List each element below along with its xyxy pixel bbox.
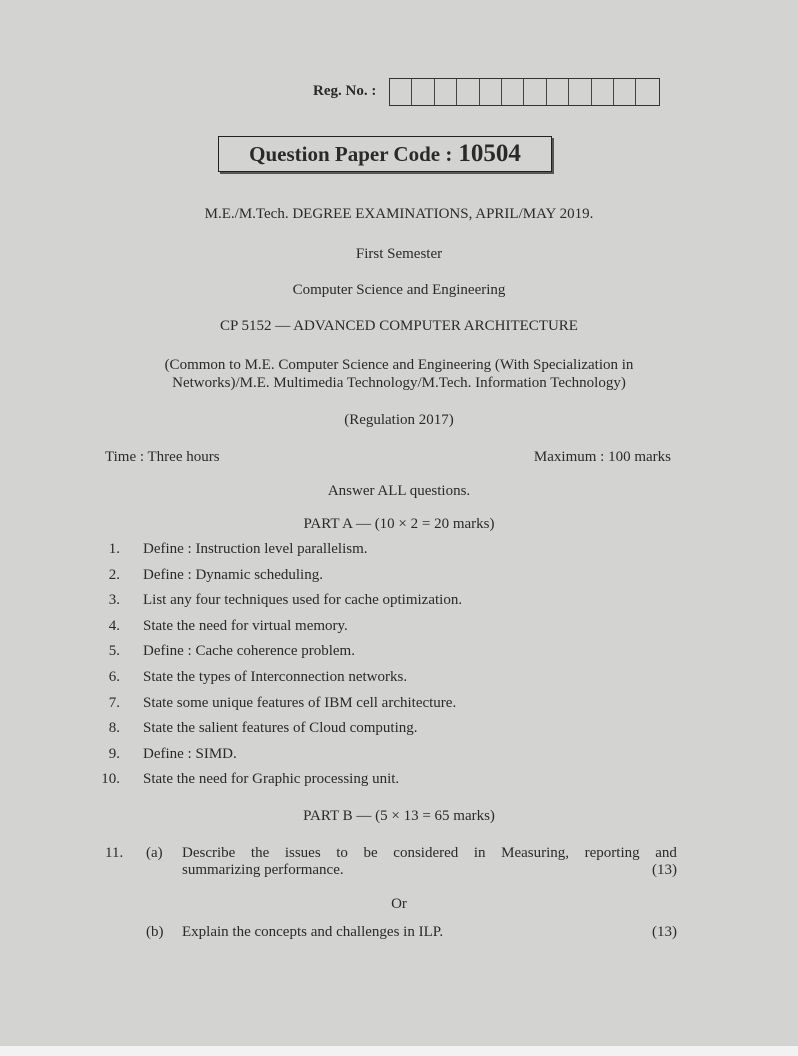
- question-text: State the need for Graphic processing unit.: [143, 771, 400, 788]
- question-text: Define : Instruction level parallelism.: [143, 541, 368, 557]
- common-to-line-1: (Common to M.E. Computer Science and Engineering (With Specialization in: [164, 357, 634, 373]
- scan-bottom-edge: [0, 1046, 798, 1056]
- maximum-marks: Maximum : 100 marks: [533, 449, 671, 465]
- course-title: CP 5152 — ADVANCED COMPUTER ARCHITECTURE: [220, 318, 578, 334]
- part-b-heading: PART B — (5 × 13 = 65 marks): [303, 808, 495, 824]
- question-11b-label: (b): [146, 924, 164, 940]
- question-text: State the need for virtual memory.: [143, 617, 348, 634]
- question-11a-word: be: [363, 845, 378, 861]
- reg-no-box: [592, 79, 614, 105]
- question-11b-marks: (13): [652, 924, 677, 940]
- reg-no-box: [390, 79, 412, 105]
- question-11a-marks: (13): [652, 862, 677, 878]
- reg-no-box: [457, 79, 479, 105]
- exam-title: M.E./M.Tech. DEGREE EXAMINATIONS, APRIL/MAY 2019.: [204, 206, 594, 222]
- question-11a-word: and: [655, 845, 677, 861]
- question-11-number: 11.: [105, 845, 124, 861]
- question-number: 5.: [108, 643, 120, 660]
- question-11a-word: to: [336, 845, 348, 861]
- reg-no-box: [614, 79, 636, 105]
- question-number: 1.: [108, 541, 120, 557]
- question-number: 6.: [108, 669, 120, 685]
- reg-no-box: [569, 79, 591, 105]
- question-number: 7.: [108, 694, 120, 711]
- instructions: Answer ALL questions.: [327, 483, 471, 499]
- reg-no-box: [502, 79, 524, 105]
- question-text: State the salient features of Cloud computing.: [143, 720, 418, 737]
- reg-no-box: [636, 79, 658, 105]
- reg-no-boxes: [389, 78, 660, 106]
- question-11b-text: Explain the concepts and challenges in ILP.: [182, 924, 444, 940]
- reg-no-box: [435, 79, 457, 105]
- question-11a-word: the: [250, 845, 270, 861]
- reg-no-box: [412, 79, 434, 105]
- question-text: List any four techniques used for cache optimization.: [143, 592, 463, 609]
- part-a-heading: PART A — (10 × 2 = 20 marks): [303, 516, 495, 532]
- common-to-line-2: Networks)/M.E. Multimedia Technology/M.Tech. Information Technology): [172, 375, 626, 391]
- reg-no-label: Reg. No. :: [313, 83, 377, 99]
- question-11a-line-1: [182, 845, 677, 862]
- question-11a-word: considered: [393, 845, 459, 861]
- regulation: (Regulation 2017): [344, 412, 454, 428]
- question-text: Define : Cache coherence problem.: [143, 643, 355, 660]
- question-paper-code-label: Question Paper Code :: [249, 141, 453, 166]
- question-number: 3.: [108, 592, 120, 609]
- question-11a-word: reporting: [584, 845, 640, 861]
- semester: First Semester: [355, 246, 443, 262]
- question-paper-code-box: [218, 136, 552, 172]
- question-11a-word: issues: [284, 845, 321, 861]
- question-number: 2.: [108, 566, 120, 583]
- question-11a-line-2: summarizing performance.: [182, 862, 344, 878]
- reg-no-box: [524, 79, 546, 105]
- question-11a-word: in: [473, 845, 486, 861]
- time-allowed: Time : Three hours: [105, 449, 220, 465]
- question-number: 8.: [108, 720, 120, 737]
- question-number: 9.: [108, 745, 120, 762]
- question-11a-word: Describe: [182, 845, 236, 861]
- question-text: State some unique features of IBM cell architecture.: [143, 694, 457, 711]
- department: Computer Science and Engineering: [292, 282, 506, 298]
- reg-no-box: [480, 79, 502, 105]
- question-number: 10.: [101, 771, 120, 788]
- question-11a-word: Measuring,: [501, 845, 570, 861]
- question-text: Define : Dynamic scheduling.: [143, 566, 323, 583]
- reg-no-box: [547, 79, 569, 105]
- question-text: Define : SIMD.: [143, 745, 237, 762]
- question-11a-label: (a): [146, 845, 163, 861]
- question-text: State the types of Interconnection networks.: [143, 669, 408, 685]
- question-paper-code-number: 10504: [458, 140, 521, 167]
- or-separator: Or: [391, 896, 407, 912]
- question-number: 4.: [108, 617, 120, 634]
